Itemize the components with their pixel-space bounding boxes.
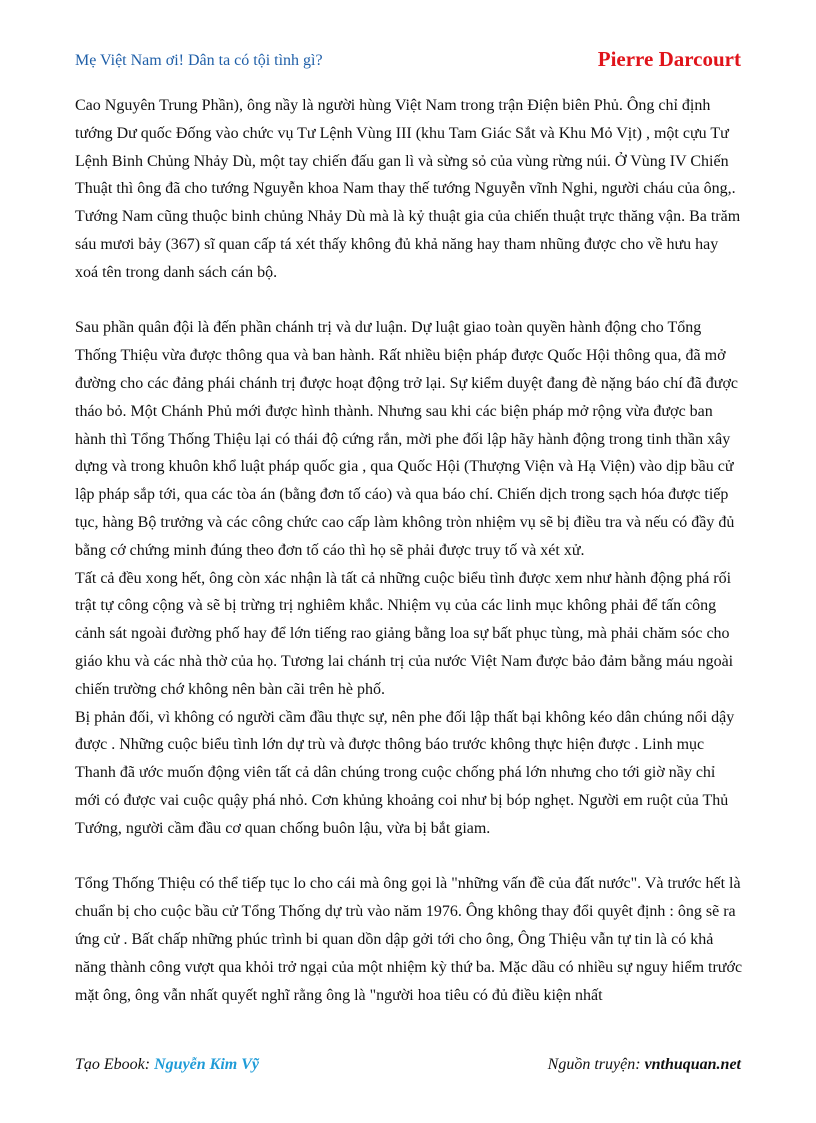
page-header bbox=[75, 47, 741, 77]
source-credit-label: Nguồn truyện bbox=[547, 1056, 636, 1073]
page-body bbox=[75, 92, 743, 1009]
paragraph-4: Bị phản đối, vì không có người cầm đầu thực sự, nên phe đối lập thất bại không kéo dân chúng nổi dậy được . Những cuộc biểu tình lớn dự trù và được thông báo trước không thực hiện được . Linh mục Thanh đã ước muốn động viên tất cả dân chúng trong cuộc chống phá lớn nhưng cho tới giờ nầy chỉ mới có được vai cuộc quậy phá nhỏ. Cơn khủng khoảng coi như bị bóp nghẹt. Người em ruột của Thủ Tướng, người cầm đầu cơ quan chống buôn lậu, vừa bị bắt giam. bbox=[75, 708, 735, 837]
ebook-creator-name: Nguyễn Kim Vỹ bbox=[154, 1056, 259, 1073]
paragraph-3: Tất cả đều xong hết, ông còn xác nhận là tất cả những cuộc biểu tình được xem như hành động phá rối trật tự công cộng và sẽ bị trừng trị nghiêm khắc. Nhiệm vụ của các linh mục không phải để tấn công cảnh sát ngoài đường phố hay để lớn tiếng rao giảng bằng loa sự bất phục tùng, mà phải chăm sóc cho giáo khu và các nhà thờ của họ. Tương lai chánh trị của nước Việt Nam được bảo đảm bằng máu ngoài chiến trường chớ không nên bàn cãi trên hè phố. bbox=[75, 569, 734, 698]
ebook-credit-label: Tạo Ebook bbox=[75, 1056, 145, 1073]
paragraph-5: Tổng Thống Thiệu có thể tiếp tục lo cho cái mà ông gọi là "những vấn đề của đất nước". Và trước hết là chuẩn bị cho cuộc bầu cử Tổng Thống dự trù vào năm 1976. Ông không thay đổi quyêt định : ông sẽ ra ứng cử . Bất chấp những phúc trình bi quan dồn dập gởi tới cho ông, Ông Thiệu vẫn tự tin là có khả năng thành công vượt qua khỏi trở ngại của một nhiệm kỳ thứ ba. Mặc dầu có nhiều sự nguy hiểm trước mặt ông, ông vẫn nhất quyết nghĩ rằng ông là "người hoa tiêu có đủ điều kiện nhất bbox=[75, 875, 743, 1004]
ebook-credit-separator: : bbox=[144, 1056, 155, 1073]
source-site-name: vnthuquan.net bbox=[644, 1056, 741, 1073]
source-credit-separator: : bbox=[635, 1056, 645, 1073]
paragraph-gap bbox=[75, 843, 743, 871]
paragraph-2: Sau phần quân đội là đến phần chánh trị và dư luận. Dự luật giao toàn quyền hành động cho Tổng Thống Thiệu vừa được thông qua và ban hành. Rất nhiều biện pháp được Quốc Hội thông qua, đã mở đường cho các đảng phái chánh trị được hoạt động trở lại. Sự kiểm duyệt đang đè nặng báo chí đã được tháo bỏ. Một Chánh Phủ mới được hình thành. Nhưng sau khi các biện pháp mở rộng vừa được ban hành thì Tổng Thống Thiệu lại có thái độ cứng rắn, mời phe đối lập hãy hành động trong tinh thần xây dựng và trong khuôn khổ luật pháp quốc gia , qua Quốc Hội (Thượng Viện và Hạ Viện) vào dịp bầu cử lập pháp sắp tới, qua các tòa án (bằng đơn tố cáo) và qua báo chí. Chiến dịch trong sạch hóa được tiếp tục, hàng Bộ trưởng và các công chức cao cấp làm không tròn nhiệm vụ sẽ bị điều tra và nếu có đầy đủ bằng cớ chứng minh đúng theo đơn tố cáo thì họ sẽ phải được truy tố và xét xử. bbox=[75, 319, 739, 559]
paragraph-gap bbox=[75, 287, 743, 315]
source-credit bbox=[548, 1056, 741, 1074]
page-footer bbox=[75, 1056, 741, 1078]
book-title: Mẹ Việt Nam ơi! Dân ta có tội tình gì? bbox=[75, 52, 323, 69]
paragraph-1: Cao Nguyên Trung Phần), ông nầy là người hùng Việt Nam trong trận Điện biên Phủ. Ông chỉ định tướng Dư quốc Đống vào chức vụ Tư Lệnh Vùng III (khu Tam Giác Sắt và Khu Mỏ Vịt) , một cựu Tư Lệnh Binh Chủng Nhảy Dù, một tay chiến đấu gan lì và sừng sỏ của vùng rừng núi. Ở Vùng IV Chiến Thuật thì ông đã cho tướng Nguyễn khoa Nam thay thế tướng Nguyễn vĩnh Nghi, người cháu của ông,. Tướng Nam cũng thuộc binh chủng Nhảy Dù mà là kỷ thuật gia của chiến thuật trực thăng vận. Ba trăm sáu mươi bảy (367) sĩ quan cấp tá xét thấy không đủ khả năng hay tham nhũng được cho về hưu hay xoá tên trong danh sách cán bộ. bbox=[75, 97, 741, 281]
author-name: Pierre Darcourt bbox=[597, 47, 741, 71]
ebook-credit bbox=[75, 1056, 259, 1074]
